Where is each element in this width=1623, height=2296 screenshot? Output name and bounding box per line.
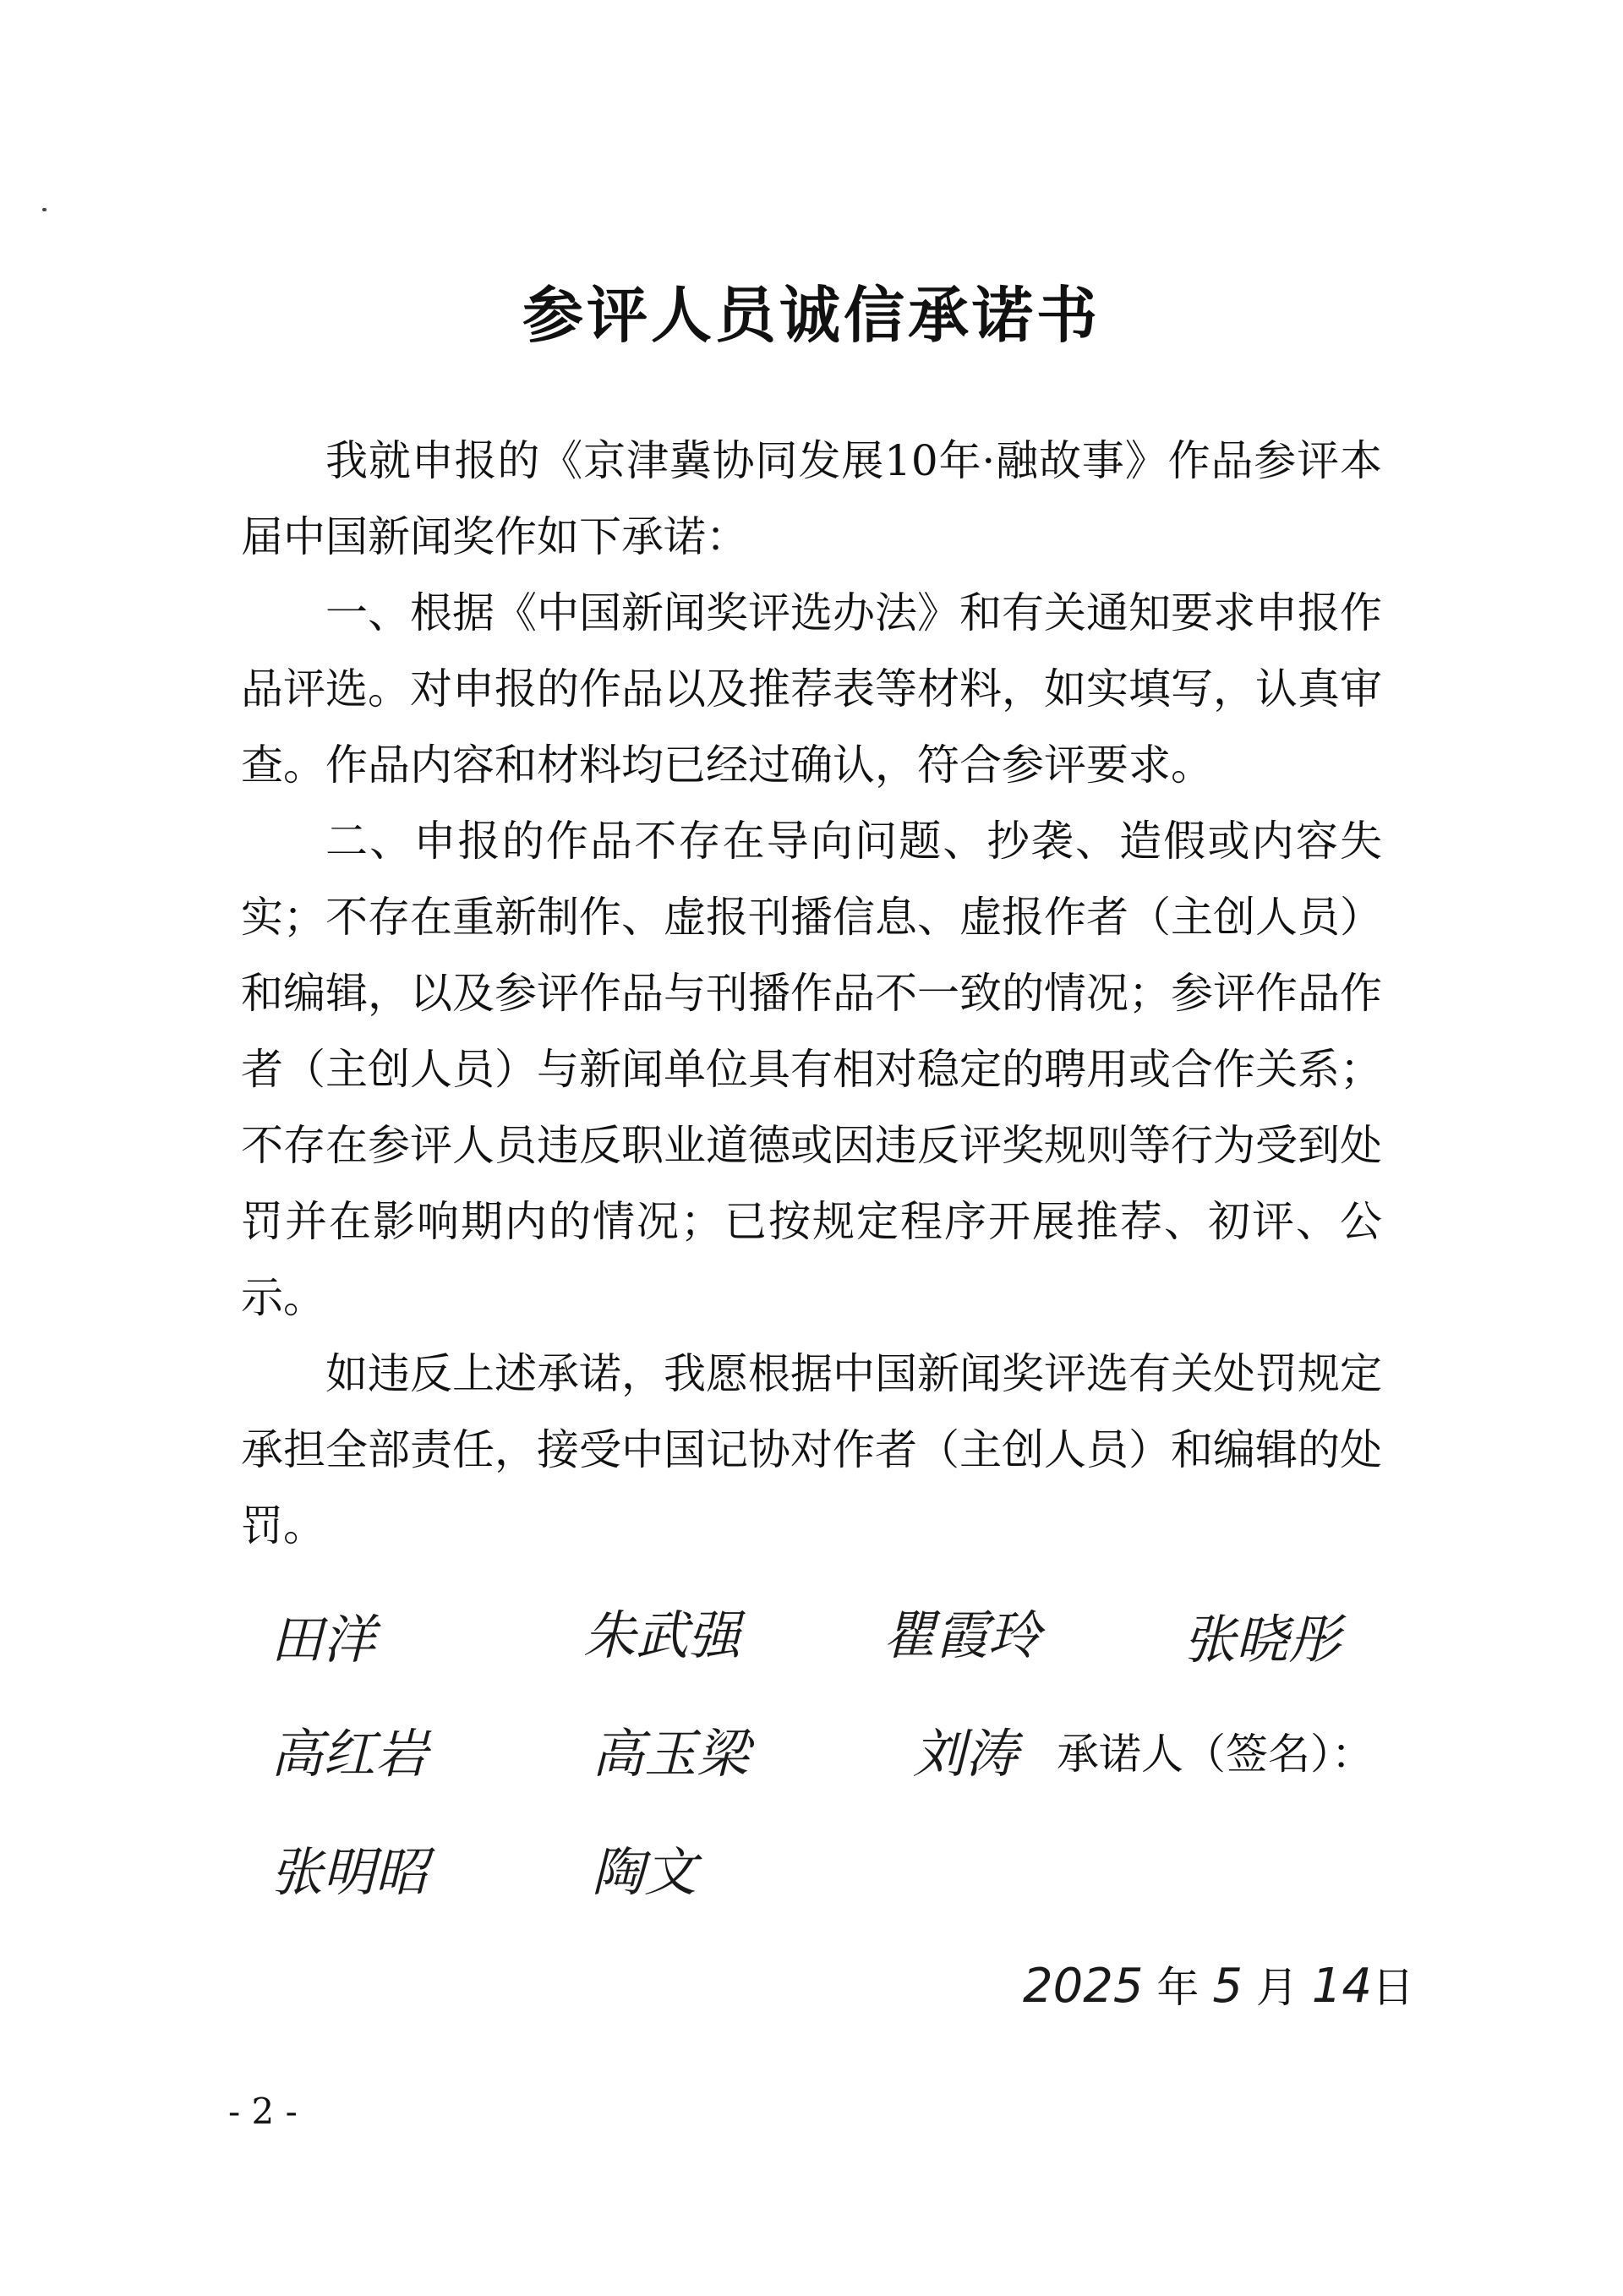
liability-paragraph: 如违反上述承诺，我愿根据中国新闻奖评选有关处罚规定承担全部责任，接受中国记协对作者（主创人员）和编辑的处罚。 (241, 1349, 1382, 1550)
signature-1: 田洋 (270, 1609, 376, 1670)
signature-7: 刘涛 (913, 1723, 1019, 1785)
pledge-clause-1: 一、根据《中国新闻奖评选办法》和有关通知要求申报作品评选。对申报的作品以及推荐表等材料，如实填写，认真审查。作品内容和材料均已经过确认，符合参评要求。 (241, 588, 1382, 790)
pledge-body (241, 423, 1382, 1564)
page-number: - 2 - (228, 2091, 298, 2132)
date-month: 5 (1212, 1959, 1243, 2014)
page-title: 参评人员诚信承诺书 (522, 279, 1101, 351)
intro-paragraph: 我就申报的《京津冀协同发展10年·融故事》作品参评本届中国新闻奖作如下承诺： (241, 436, 1382, 561)
signature-4: 张晓彤 (1183, 1609, 1342, 1670)
signature-6: 高玉梁 (592, 1723, 750, 1785)
date-year-unit: 年 (1156, 1963, 1199, 2012)
pledge-signature-label: 承诺人（签名）： (1057, 1730, 1374, 1779)
signature-2: 朱武强 (583, 1604, 741, 1666)
date-year: 2025 (1023, 1959, 1144, 2014)
date-month-unit: 月 (1255, 1963, 1298, 2012)
signature-8: 张明昭 (270, 1841, 429, 1903)
signature-3: 瞿霞玲 (883, 1604, 1041, 1666)
date-day-unit: 日 (1372, 1963, 1415, 2012)
signature-5: 高红岩 (270, 1723, 429, 1785)
pledge-clause-2: 二、申报的作品不存在导向问题、抄袭、造假或内容失实；不存在重新制作、虚报刊播信息、虚报作者（主创人员）和编辑，以及参评作品与刊播作品不一致的情况；参评作品作者（主创人员）与新闻单位具有相对稳定的聘用或合作关系；不存在参评人员违反职业道德或因违反评奖规则等行为受到处罚并在影响期内的情况；已按规定程序开展推荐、初评、公示。 (241, 817, 1382, 1322)
signature-9: 陶文 (592, 1841, 697, 1903)
signing-date (1023, 1953, 1414, 2021)
scan-speck (42, 208, 46, 211)
date-day: 14 (1311, 1959, 1373, 2014)
